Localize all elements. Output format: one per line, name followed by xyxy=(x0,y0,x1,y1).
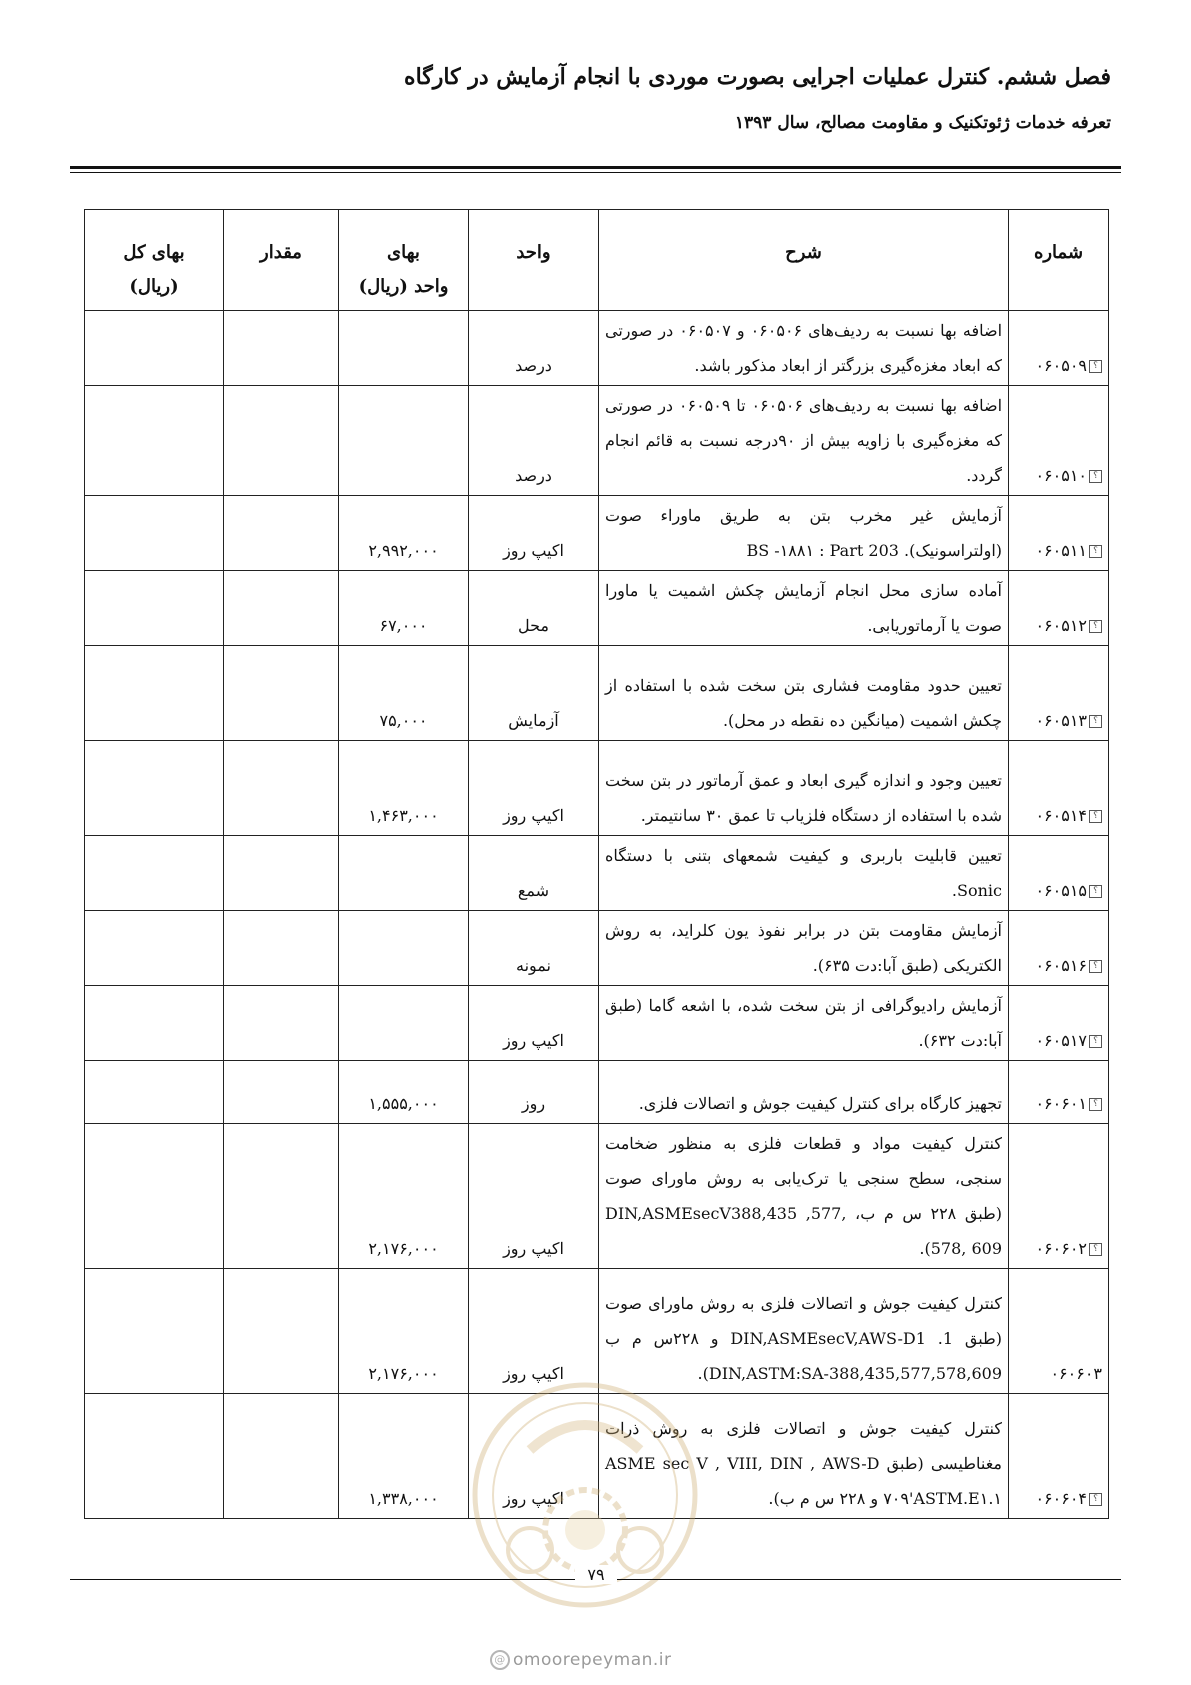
table-row xyxy=(85,1061,1109,1124)
row-code xyxy=(1009,836,1109,911)
row-unit: اکیپ روز xyxy=(469,741,599,836)
row-code-label: ۰۶۰۶۰۲ xyxy=(1035,1239,1087,1258)
marker-box-icon: ؟ xyxy=(1089,360,1102,373)
row-code-label: ۰۶۰۵۱۱ xyxy=(1035,541,1087,560)
row-description: تجهیز کارگاه برای کنترل کیفیت جوش و اتصالات فلزی. xyxy=(599,1061,1009,1124)
row-unit: اکیپ روز xyxy=(469,1124,599,1269)
row-code-label: ۰۶۰۵۱۰ xyxy=(1035,466,1087,485)
col-header-qty: مقدار xyxy=(224,210,339,311)
row-unit-price: ۲,۱۷۶,۰۰۰ xyxy=(339,1269,469,1394)
row-code-label: ۰۶۰۵۱۵ xyxy=(1035,881,1087,900)
row-code xyxy=(1009,1394,1109,1519)
row-qty xyxy=(224,1061,339,1124)
row-unit: محل xyxy=(469,571,599,646)
col-header-desc: شرح xyxy=(599,210,1009,311)
row-code xyxy=(1009,1269,1109,1394)
row-qty xyxy=(224,1124,339,1269)
row-code-label: ۰۶۰۵۱۶ xyxy=(1035,956,1087,975)
table-row xyxy=(85,311,1109,386)
row-description: تعیین قابلیت باربری و کیفیت شمعهای بتنی با دستگاه Sonic. xyxy=(599,836,1009,911)
row-description: اضافه بها نسبت به ردیف‌های ۰۶۰۵۰۶ تا ۰۶۰۵۰۹ در صورتی که مغزه‌گیری با زاویه بیش از ۹۰درجه نسبت به قائم انجام گردد. xyxy=(599,386,1009,496)
row-qty xyxy=(224,496,339,571)
row-code xyxy=(1009,911,1109,986)
row-total xyxy=(85,1394,224,1519)
row-unit: اکیپ روز xyxy=(469,496,599,571)
row-unit-price: ۲,۱۷۶,۰۰۰ xyxy=(339,1124,469,1269)
row-unit-price: ۲,۹۹۲,۰۰۰ xyxy=(339,496,469,571)
unit-price-header-line1: بهای xyxy=(387,242,420,263)
table-header-row xyxy=(85,210,1109,311)
marker-box-icon: ؟ xyxy=(1089,960,1102,973)
row-total xyxy=(85,571,224,646)
row-total xyxy=(85,646,224,741)
row-description: تعیین وجود و اندازه گیری ابعاد و عمق آرماتور در بتن سخت شده با استفاده از دستگاه فلزیاب تا عمق ۳۰ سانتیمتر. xyxy=(599,741,1009,836)
row-code xyxy=(1009,311,1109,386)
row-unit-price: ۷۵,۰۰۰ xyxy=(339,646,469,741)
row-description: تعیین حدود مقاومت فشاری بتن سخت شده با استفاده از چکش اشمیت (میانگین ده نقطه در محل). xyxy=(599,646,1009,741)
row-unit: آزمایش xyxy=(469,646,599,741)
row-qty xyxy=(224,311,339,386)
row-code xyxy=(1009,386,1109,496)
row-qty xyxy=(224,571,339,646)
row-total xyxy=(85,741,224,836)
row-total xyxy=(85,986,224,1061)
row-code-label: ۰۶۰۵۱۷ xyxy=(1035,1031,1087,1050)
col-header-unit: واحد xyxy=(469,210,599,311)
marker-box-icon: ؟ xyxy=(1089,715,1102,728)
marker-box-icon: ؟ xyxy=(1089,1098,1102,1111)
col-header-total xyxy=(85,210,224,311)
table-row xyxy=(85,1269,1109,1394)
table-row xyxy=(85,1124,1109,1269)
row-description: آزمایش غیر مخرب بتن به طریق ماوراء صوت (اولتراسونیک). BS -۱۸۸۱ : Part 203 xyxy=(599,496,1009,571)
header-rule-thick xyxy=(70,166,1121,169)
row-code-label: ۰۶۰۶۰۴ xyxy=(1035,1489,1087,1508)
row-unit-price: ۱,۳۳۸,۰۰۰ xyxy=(339,1394,469,1519)
row-code-label: ۰۶۰۶۰۳ xyxy=(1050,1364,1102,1383)
table-row xyxy=(85,986,1109,1061)
row-unit-price: ۱,۴۶۳,۰۰۰ xyxy=(339,741,469,836)
marker-box-icon: ؟ xyxy=(1089,1243,1102,1256)
row-description: کنترل کیفیت جوش و اتصالات فلزی به روش ماورای صوت (طبق DIN,ASMEsecV,AWS-D1 .1 و ۲۲۸س م ب DIN,ASTM:SA-388,435,577,578,609). xyxy=(599,1269,1009,1394)
total-header-line1: بهای کل xyxy=(123,242,185,263)
row-total xyxy=(85,836,224,911)
row-unit: شمع xyxy=(469,836,599,911)
unit-price-header-line2: واحد (ریال) xyxy=(358,276,449,297)
header-rule-thin xyxy=(70,172,1121,173)
site-label: omoorepeyman.ir xyxy=(513,1650,672,1670)
row-qty xyxy=(224,1269,339,1394)
col-header-code: شماره xyxy=(1009,210,1109,311)
row-unit: نمونه xyxy=(469,911,599,986)
tariff-table xyxy=(84,209,1109,1519)
row-code xyxy=(1009,496,1109,571)
table-row xyxy=(85,646,1109,741)
row-code-label: ۰۶۰۵۱۳ xyxy=(1035,711,1087,730)
row-unit-price: ۶۷,۰۰۰ xyxy=(339,571,469,646)
row-code-label: ۰۶۰۵۰۹ xyxy=(1035,356,1087,375)
row-total xyxy=(85,496,224,571)
row-unit-price xyxy=(339,911,469,986)
marker-box-icon: ؟ xyxy=(1089,885,1102,898)
row-total xyxy=(85,386,224,496)
row-code xyxy=(1009,986,1109,1061)
marker-box-icon: ؟ xyxy=(1089,1493,1102,1506)
row-code-label: ۰۶۰۵۱۴ xyxy=(1035,806,1087,825)
row-unit: درصد xyxy=(469,311,599,386)
row-unit-price xyxy=(339,311,469,386)
row-unit: درصد xyxy=(469,386,599,496)
row-qty xyxy=(224,911,339,986)
site-watermark xyxy=(490,1650,672,1670)
row-code xyxy=(1009,571,1109,646)
table-row xyxy=(85,571,1109,646)
row-total xyxy=(85,911,224,986)
marker-box-icon: ؟ xyxy=(1089,620,1102,633)
row-qty xyxy=(224,386,339,496)
row-total xyxy=(85,1124,224,1269)
row-unit: روز xyxy=(469,1061,599,1124)
row-qty xyxy=(224,836,339,911)
row-description: آماده سازی محل انجام آزمایش چکش اشمیت یا ماورا صوت یا آرماتوریابی. xyxy=(599,571,1009,646)
table-row xyxy=(85,836,1109,911)
row-qty xyxy=(224,986,339,1061)
row-code xyxy=(1009,1124,1109,1269)
row-unit-price: ۱,۵۵۵,۰۰۰ xyxy=(339,1061,469,1124)
row-description: اضافه بها نسبت به ردیف‌های ۰۶۰۵۰۶ و ۰۶۰۵۰۷ در صورتی که ابعاد مغزه‌گیری بزرگتر از ابعاد مذکور باشد. xyxy=(599,311,1009,386)
row-description: آزمایش رادیوگرافی از بتن سخت شده، با اشعه گاما (طبق آبا:دت ۶۳۲). xyxy=(599,986,1009,1061)
row-total xyxy=(85,1061,224,1124)
marker-box-icon: ؟ xyxy=(1089,810,1102,823)
row-code-label: ۰۶۰۵۱۲ xyxy=(1035,616,1087,635)
table-row xyxy=(85,496,1109,571)
row-total xyxy=(85,311,224,386)
table-row xyxy=(85,386,1109,496)
row-unit: اکیپ روز xyxy=(469,986,599,1061)
row-code xyxy=(1009,646,1109,741)
row-code-label: ۰۶۰۶۰۱ xyxy=(1035,1094,1087,1113)
marker-box-icon: ؟ xyxy=(1089,470,1102,483)
page-subtitle: تعرفه خدمات ژئوتکنیک و مقاومت مصالح، سال ۱۳۹۳ xyxy=(734,113,1111,133)
row-qty xyxy=(224,646,339,741)
row-qty xyxy=(224,1394,339,1519)
row-unit: اکیپ روز xyxy=(469,1394,599,1519)
at-icon: @ xyxy=(490,1650,510,1670)
row-unit-price xyxy=(339,986,469,1061)
marker-box-icon: ؟ xyxy=(1089,1035,1102,1048)
row-code xyxy=(1009,741,1109,836)
row-unit-price xyxy=(339,836,469,911)
col-header-unit-price xyxy=(339,210,469,311)
row-unit: اکیپ روز xyxy=(469,1269,599,1394)
row-description: کنترل کیفیت جوش و اتصالات فلزی به روش ذرات مغناطیسی (طبق ASME sec V , VIII, DIN , AWS-D ۷۰۹'ASTM.E۱.۱ و ۲۲۸ س م ب). xyxy=(599,1394,1009,1519)
row-code xyxy=(1009,1061,1109,1124)
row-qty xyxy=(224,741,339,836)
table-row xyxy=(85,741,1109,836)
row-description: آزمایش مقاومت بتن در برابر نفوذ یون کلراید، به روش الکتریکی (طبق آبا:دت ۶۳۵). xyxy=(599,911,1009,986)
table-row xyxy=(85,911,1109,986)
row-total xyxy=(85,1269,224,1394)
marker-box-icon: ؟ xyxy=(1089,545,1102,558)
row-description: کنترل کیفیت مواد و قطعات فلزی به منظور ضخامت سنجی، سطح سنجی یا ترک‌یابی به روش ماورای صوت (طبق ۲۲۸ س م ب، DIN,ASMEsecV388,435 ,577, 578, 609). xyxy=(599,1124,1009,1269)
page-title: فصل ششم. کنترل عملیات اجرایی بصورت موردی با انجام آزمایش در کارگاه xyxy=(404,64,1111,90)
row-unit-price xyxy=(339,386,469,496)
page-number: ۷۹ xyxy=(575,1565,617,1584)
total-header-line2: (ریال) xyxy=(129,276,179,297)
